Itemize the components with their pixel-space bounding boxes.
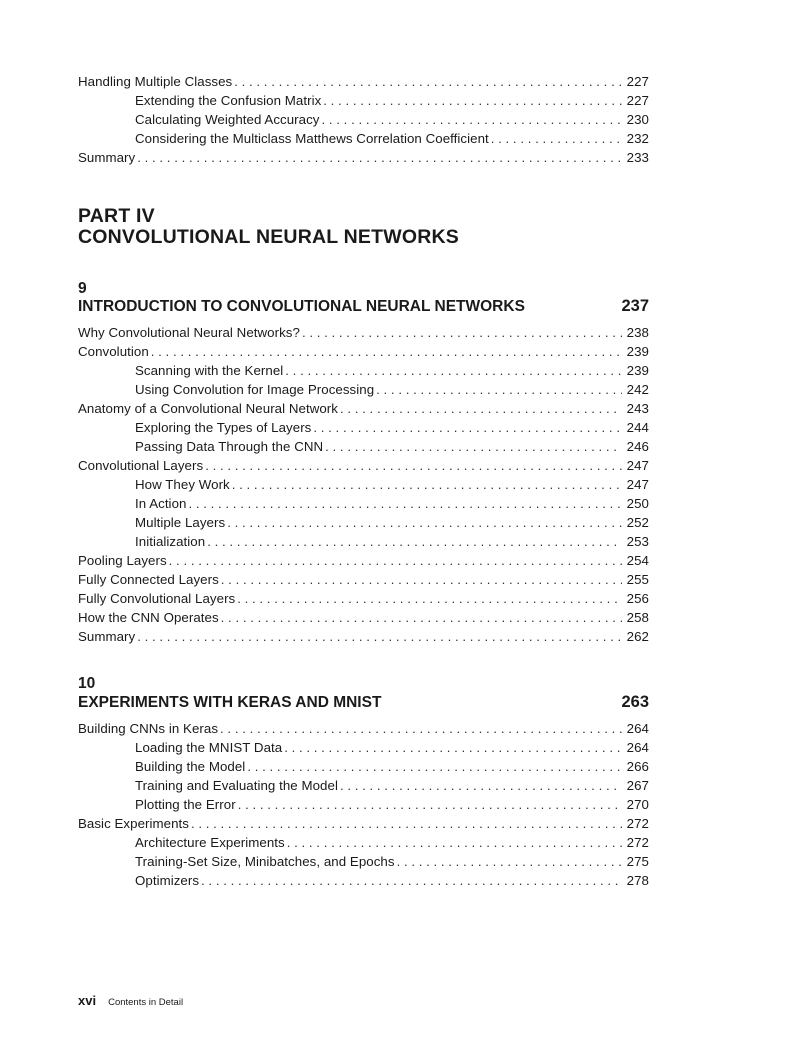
toc-entry-page: 233	[626, 150, 649, 165]
toc-entry[interactable]	[78, 833, 649, 852]
toc-entry-page: 232	[626, 131, 649, 146]
toc-entry-page: 227	[626, 74, 649, 89]
toc-entry-title: Why Convolutional Neural Networks?	[78, 325, 300, 340]
toc-entry-title: Convolutional Layers	[78, 458, 204, 473]
toc-entry[interactable]	[78, 475, 649, 494]
toc-entry-page: 272	[626, 835, 649, 850]
part-heading	[78, 206, 459, 248]
toc-entry-title: Architecture Experiments	[135, 835, 285, 850]
toc-entry-page: 238	[626, 325, 649, 340]
toc-entry-page: 242	[626, 382, 649, 397]
toc-entry-page: 255	[626, 572, 649, 587]
toc-entry[interactable]	[78, 814, 649, 833]
toc-entry[interactable]	[78, 437, 649, 456]
toc-entry-page: 250	[626, 496, 649, 511]
dot-leader	[207, 532, 621, 551]
toc-entry-title: Plotting the Error	[135, 797, 236, 812]
toc-entry[interactable]	[78, 852, 649, 871]
toc-entry-page: 239	[626, 363, 649, 378]
toc-entry-page: 264	[626, 740, 649, 755]
dot-leader	[205, 456, 621, 475]
toc-entry[interactable]	[78, 91, 649, 110]
chapter-number: 9	[78, 280, 87, 297]
toc-entry-title: Pooling Layers	[78, 553, 167, 568]
toc-entry[interactable]	[78, 72, 649, 91]
toc-entry[interactable]	[78, 129, 649, 148]
toc-entry-title: Calculating Weighted Accuracy	[135, 112, 320, 127]
toc-entry-page: 278	[626, 873, 649, 888]
chapter-title: EXPERIMENTS WITH KERAS AND MNIST	[78, 694, 382, 711]
toc-entry[interactable]	[78, 738, 649, 757]
toc-entry-page: 256	[626, 591, 649, 606]
toc-entry[interactable]	[78, 757, 649, 776]
toc-entry-page: 267	[626, 778, 649, 793]
toc-entry-title: How They Work	[135, 477, 230, 492]
toc-entry-title: Loading the MNIST Data	[135, 740, 283, 755]
toc-entry[interactable]	[78, 871, 649, 890]
dot-leader	[221, 570, 622, 589]
dot-leader	[151, 342, 622, 361]
toc-entry-page: 252	[626, 515, 649, 530]
toc-entry-page: 244	[626, 420, 649, 435]
toc-entry-title: Summary	[78, 150, 136, 165]
dot-leader	[232, 475, 622, 494]
chapter-number: 10	[78, 675, 96, 692]
toc-entry[interactable]	[78, 361, 649, 380]
dot-leader	[221, 608, 622, 627]
toc-continued-list	[78, 72, 649, 167]
toc-entry-title: Building CNNs in Keras	[78, 721, 219, 736]
toc-entry[interactable]	[78, 456, 649, 475]
dot-leader	[220, 719, 622, 738]
toc-entry-title: Fully Connected Layers	[78, 572, 219, 587]
chapter-10-entries	[78, 719, 649, 890]
chapter-page: 263	[621, 693, 649, 711]
toc-entry[interactable]	[78, 494, 649, 513]
toc-entry[interactable]	[78, 418, 649, 437]
toc-entry[interactable]	[78, 719, 649, 738]
toc-entry-title: Anatomy of a Convolutional Neural Network	[78, 401, 338, 416]
dot-leader	[238, 795, 622, 814]
toc-entry-page: 266	[626, 759, 649, 774]
toc-entry-page: 258	[626, 610, 649, 625]
toc-entry-title: Using Convolution for Image Processing	[135, 382, 375, 397]
toc-entry-title: Scanning with the Kernel	[135, 363, 284, 378]
dot-leader	[169, 551, 622, 570]
toc-entry-title: In Action	[135, 496, 187, 511]
part-title: CONVOLUTIONAL NEURAL NETWORKS	[78, 226, 459, 248]
toc-entry-page: 230	[626, 112, 649, 127]
chapter-page: 237	[621, 297, 649, 315]
toc-entry-title: Extending the Confusion Matrix	[135, 93, 322, 108]
toc-entry-title: Optimizers	[135, 873, 200, 888]
toc-entry[interactable]	[78, 570, 649, 589]
running-head: Contents in Detail	[108, 997, 184, 1008]
toc-entry[interactable]	[78, 148, 649, 167]
toc-entry[interactable]	[78, 627, 649, 646]
page-folio: xvi	[78, 993, 97, 1008]
dot-leader	[247, 757, 621, 776]
dot-leader	[237, 589, 621, 608]
toc-entry[interactable]	[78, 513, 649, 532]
toc-entry-title: Building the Model	[135, 759, 246, 774]
toc-entry-title: Considering the Multiclass Matthews Correlation Coefficient	[135, 131, 489, 146]
toc-entry-title: Passing Data Through the CNN	[135, 439, 324, 454]
toc-entry-page: 264	[626, 721, 649, 736]
toc-entry-title: Training-Set Size, Minibatches, and Epochs	[135, 854, 395, 869]
toc-entry[interactable]	[78, 399, 649, 418]
dot-leader	[287, 833, 622, 852]
toc-entry-page: 253	[626, 534, 649, 549]
dot-leader	[376, 380, 622, 399]
toc-entry-page: 246	[626, 439, 649, 454]
toc-entry-title: Initialization	[135, 534, 206, 549]
toc-entry-page: 254	[626, 553, 649, 568]
chapter-heading[interactable]	[78, 692, 649, 713]
toc-entry[interactable]	[78, 795, 649, 814]
toc-entry-page: 262	[626, 629, 649, 644]
toc-entry[interactable]	[78, 110, 649, 129]
toc-entry-title: Fully Convolutional Layers	[78, 591, 236, 606]
toc-entry-page: 243	[626, 401, 649, 416]
toc-entry-title: Exploring the Types of Layers	[135, 420, 312, 435]
toc-entry[interactable]	[78, 342, 649, 361]
toc-entry-page: 275	[626, 854, 649, 869]
toc-entry-title: Multiple Layers	[135, 515, 226, 530]
dot-leader	[234, 72, 621, 91]
toc-entry-page: 247	[626, 477, 649, 492]
toc-entry-title: Summary	[78, 629, 136, 644]
dot-leader	[188, 494, 621, 513]
dot-leader	[191, 814, 622, 833]
toc-entry-title: Convolution	[78, 344, 149, 359]
dot-leader	[302, 323, 622, 342]
dot-leader	[340, 776, 622, 795]
toc-entry[interactable]	[78, 532, 649, 551]
dot-leader	[137, 148, 621, 167]
chapter-9-entries	[78, 323, 649, 646]
part-label: PART IV	[78, 205, 155, 227]
dot-leader	[313, 418, 621, 437]
toc-entry[interactable]	[78, 608, 649, 627]
toc-entry-page: 272	[626, 816, 649, 831]
chapter-title: INTRODUCTION TO CONVOLUTIONAL NEURAL NETWORKS	[78, 298, 525, 315]
toc-entry[interactable]	[78, 323, 649, 342]
dot-leader	[323, 91, 621, 110]
dot-leader	[137, 627, 621, 646]
toc-entry[interactable]	[78, 589, 649, 608]
dot-leader	[201, 871, 622, 890]
dot-leader	[397, 852, 622, 871]
toc-entry[interactable]	[78, 380, 649, 399]
toc-entry[interactable]	[78, 776, 649, 795]
dot-leader	[325, 437, 622, 456]
toc-entry-page: 239	[626, 344, 649, 359]
toc-entry-title: Training and Evaluating the Model	[135, 778, 338, 793]
dot-leader	[284, 738, 621, 757]
toc-entry-page: 247	[626, 458, 649, 473]
dot-leader	[285, 361, 621, 380]
dot-leader	[491, 129, 622, 148]
dot-leader	[322, 110, 622, 129]
dot-leader	[227, 513, 621, 532]
toc-entry-title: Handling Multiple Classes	[78, 74, 233, 89]
chapter-heading[interactable]	[78, 296, 649, 317]
toc-entry[interactable]	[78, 551, 649, 570]
dot-leader	[340, 399, 622, 418]
page-footer	[78, 993, 183, 1008]
toc-entry-page: 227	[626, 93, 649, 108]
toc-entry-title: How the CNN Operates	[78, 610, 219, 625]
toc-entry-page: 270	[626, 797, 649, 812]
toc-entry-title: Basic Experiments	[78, 816, 189, 831]
